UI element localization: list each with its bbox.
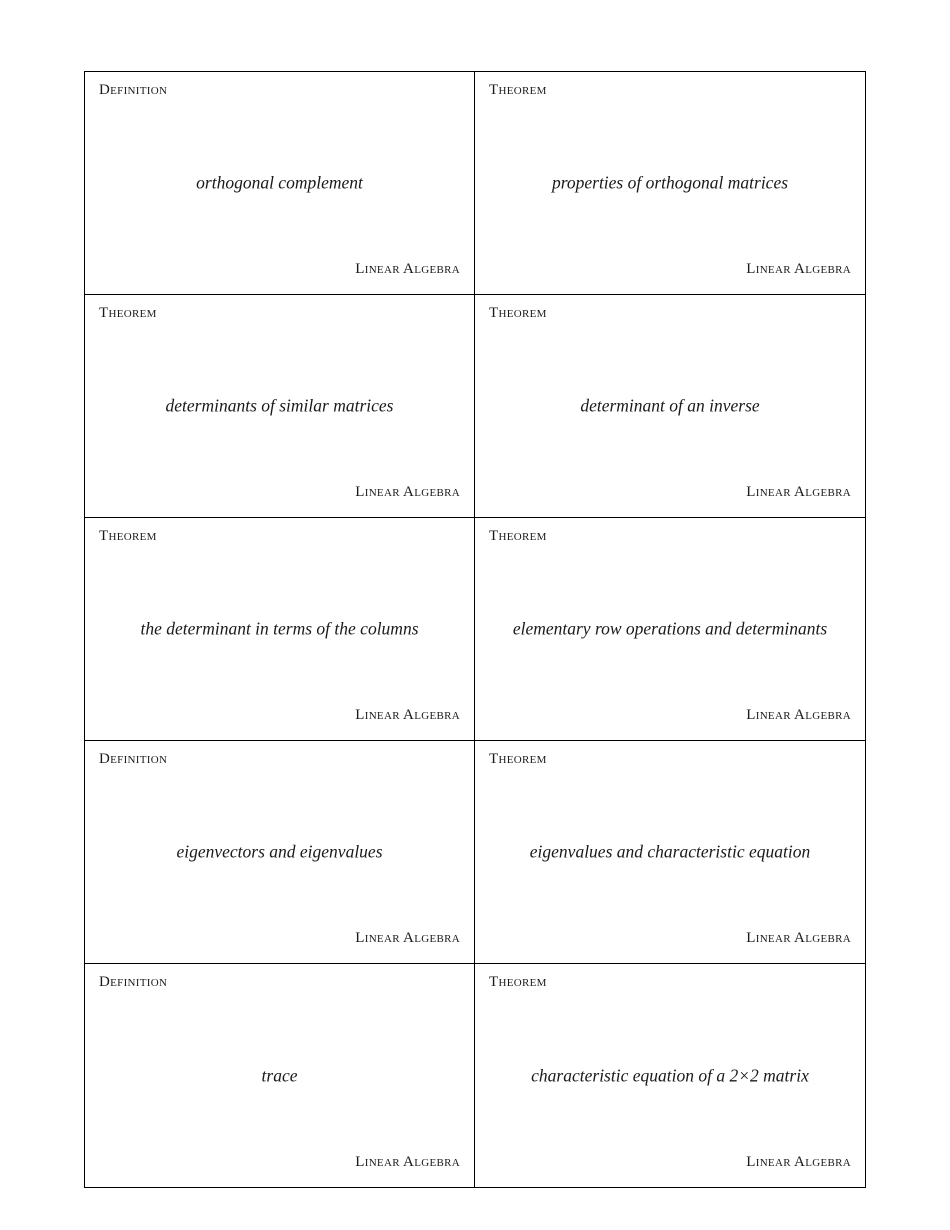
- card-subject-label: Linear Algebra: [746, 261, 851, 277]
- flashcard: [475, 964, 865, 1187]
- card-subject-label: Linear Algebra: [746, 707, 851, 723]
- card-kind-label: Definition: [99, 82, 168, 98]
- flashcard: [475, 518, 865, 741]
- card-subject-label: Linear Algebra: [746, 930, 851, 946]
- flashcard: [475, 295, 865, 518]
- card-kind-label: Definition: [99, 974, 168, 990]
- card-term: determinants of similar matrices: [165, 395, 394, 416]
- flashcard: [85, 964, 475, 1187]
- card-kind-label: Theorem: [489, 751, 547, 767]
- card-kind-label: Definition: [99, 751, 168, 767]
- flashcard: [85, 518, 475, 741]
- flashcard-sheet: [84, 71, 866, 1188]
- flashcard: [85, 295, 475, 518]
- card-subject-label: Linear Algebra: [355, 707, 460, 723]
- card-subject-label: Linear Algebra: [355, 930, 460, 946]
- flashcard: [85, 741, 475, 964]
- card-term: determinant of an inverse: [580, 395, 760, 416]
- card-kind-label: Theorem: [99, 528, 157, 544]
- card-subject-label: Linear Algebra: [746, 1154, 851, 1170]
- card-kind-label: Theorem: [489, 305, 547, 321]
- card-subject-label: Linear Algebra: [746, 484, 851, 500]
- flashcard: [475, 741, 865, 964]
- card-subject-label: Linear Algebra: [355, 484, 460, 500]
- flashcard: [475, 72, 865, 295]
- card-term: the determinant in terms of the columns: [140, 618, 419, 639]
- card-term: eigenvectors and eigenvalues: [176, 841, 383, 862]
- card-subject-label: Linear Algebra: [355, 1154, 460, 1170]
- card-term: orthogonal complement: [196, 172, 363, 193]
- card-term: eigenvalues and characteristic equation: [529, 841, 811, 862]
- card-subject-label: Linear Algebra: [355, 261, 460, 277]
- card-kind-label: Theorem: [489, 82, 547, 98]
- card-term: properties of orthogonal matrices: [551, 172, 789, 193]
- card-kind-label: Theorem: [489, 528, 547, 544]
- card-kind-label: Theorem: [99, 305, 157, 321]
- card-kind-label: Theorem: [489, 974, 547, 990]
- card-term: elementary row operations and determinants: [512, 618, 828, 639]
- card-term: trace: [261, 1065, 298, 1085]
- flashcard: [85, 72, 475, 295]
- card-term: characteristic equation of a 2×2 matrix: [531, 1065, 809, 1085]
